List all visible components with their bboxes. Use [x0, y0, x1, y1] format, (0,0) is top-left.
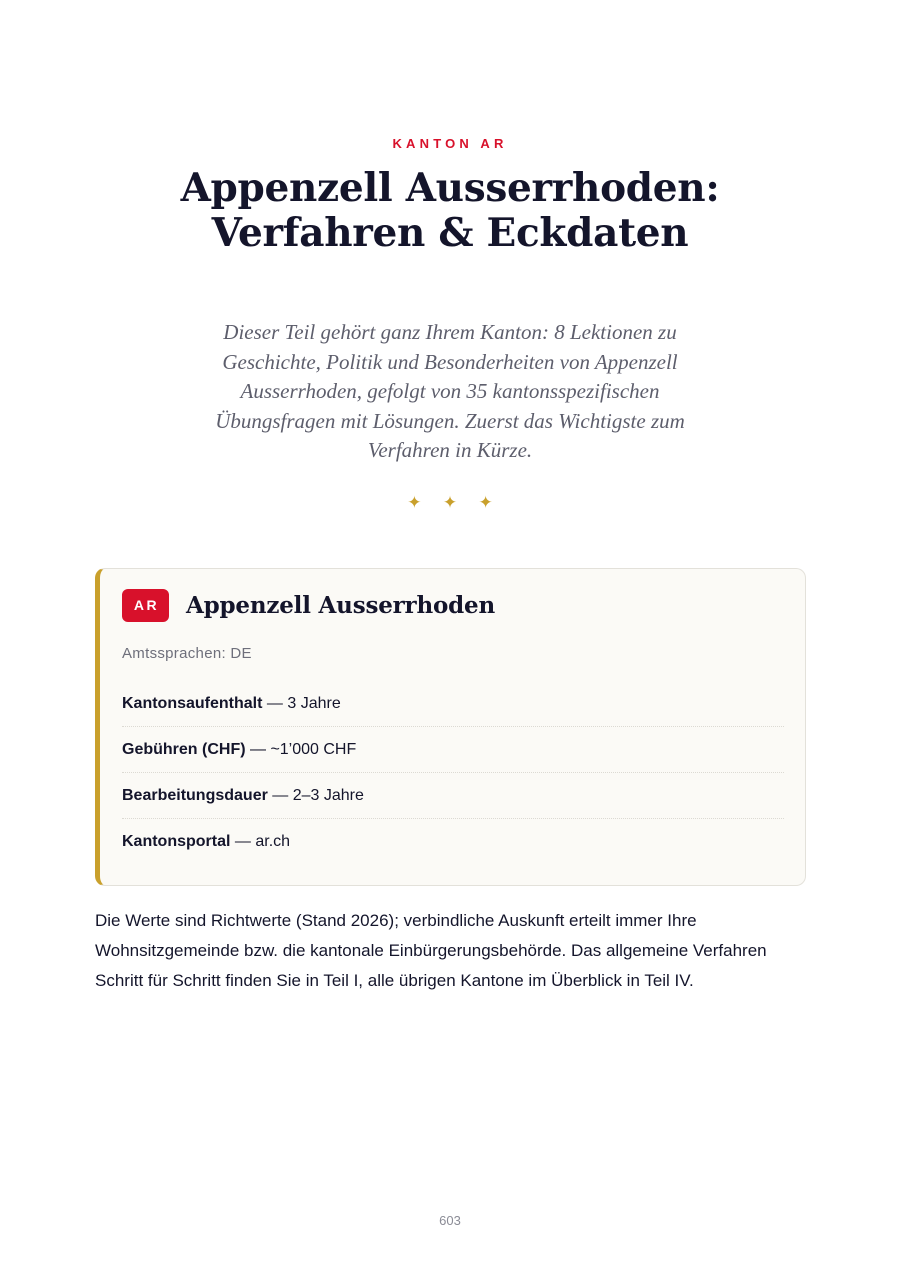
star-icon: ✦ [442, 493, 458, 513]
card-title: Appenzell Ausserrhoden [186, 592, 495, 619]
ornament-divider [0, 493, 900, 513]
fact-label: Kantonsportal [122, 833, 231, 850]
fact-label: Gebühren (CHF) [122, 741, 246, 758]
fact-row [122, 681, 784, 727]
fact-value: 2–3 Jahre [292, 787, 364, 804]
fact-row [122, 773, 784, 819]
fact-separator: — [230, 833, 256, 850]
fact-label: Kantonsaufenthalt [122, 695, 263, 712]
star-icon: ✦ [407, 493, 422, 513]
canton-fact-card [95, 568, 806, 886]
official-languages: Amtssprachen: DE [122, 645, 252, 662]
canton-badge: AR [122, 589, 169, 622]
fact-list [122, 681, 784, 865]
fact-row [122, 727, 784, 773]
fact-label: Bearbeitungsdauer [122, 787, 268, 804]
fact-row [122, 819, 784, 865]
star-icon: ✦ [478, 493, 493, 513]
fact-value: ~1’000 CHF [270, 741, 357, 758]
fact-value: ar.ch [255, 833, 291, 850]
intro-paragraph: Dieser Teil gehört ganz Ihrem Kanton: 8 Lektionen zu Geschichte, Politik und Besonderheiten von Appenzell Ausserrhoden, gefolgt von 35 kantonsspezifischen Übungsfragen mit Lösungen. Zuerst das Wichtigste zum Verfahren in Kürze. [215, 320, 685, 462]
fact-separator: — [245, 741, 271, 758]
page-number: 603 [439, 1213, 461, 1228]
page-title: Appenzell Ausserrhoden: Verfahren & Eckdaten [180, 165, 720, 256]
fact-separator: — [262, 695, 288, 712]
canton-kicker: KANTON AR [392, 136, 508, 151]
disclaimer-note: Die Werte sind Richtwerte (Stand 2026); verbindliche Auskunft erteilt immer Ihre Wohnsitzgemeinde bzw. die kantonale Einbürgerungsbehörde. Das allgemeine Verfahren Schritt für Schritt finden Sie in Teil I, alle übrigen Kantone im Überblick in Teil IV. [95, 911, 767, 990]
fact-value: 3 Jahre [287, 695, 341, 712]
fact-separator: — [267, 787, 293, 804]
